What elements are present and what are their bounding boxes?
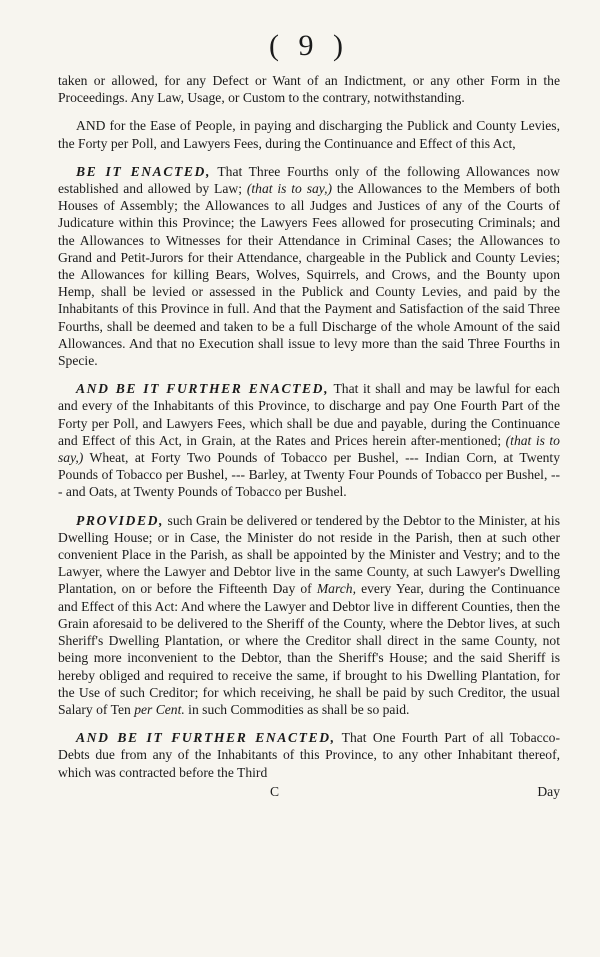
italic-run: (that is to say,) [58,432,560,466]
text-run: That Three Fourths only of the following Allowances now established and allowed by Law; [58,163,560,197]
text-run: the Allowances to the Members of both Houses of Assembly; the Allowances to all Judges and Justices of any of the Courts of Judicature within this Province; the Lawyers Fees allowed for prosecuting Criminals; and the Allowances to Witnesses for their Attendance in Criminal Cases; the Allowances to Grand and Petit-Jurors for their Attendance, chargeable in the Publick and County Levies; the Allowances for killing Bears, Wolves, Squirrels, and Crows, and the Bounty upon Hemp, shall be levied or assessed in the Publick and County Levies, and paid by the Inhabitants of this Province in full. And that the Payment and Satisfaction of the said Three Fourths, shall be deemed and taken to be a full Discharge of the whole Amount of the said Allowances. And that no Execution shall issue to levy more than the said Three Fourths in Specie. [58,181,561,369]
paragraph-2 [58,117,560,151]
enacting-clause: AND BE IT FURTHER ENACTED, [76,381,330,397]
signature-mark: C [270,783,280,799]
text-run: That it shall and may be lawful for each and every of the Inhabitants of this Province, to discharge and pay One Fourth Part of the Forty per Poll, and Lawyers Fees, which shall be due and payable, during the Continuance and Effect of this Act, in Grain, at the Rates and Prices herein after-mentioned; [58,381,560,448]
paragraph-5 [58,512,560,718]
italic-run: (that is to say,) [246,181,333,197]
text-run: every Year, during the Continuance and Effect of this Act: And where the Lawyer and Debtor live in different Counties, then the Grain aforesaid to be delivered to the Sheriff of the County, where the Debtor lives, at such Sheriff's Dwelling Plantation, or where the Creditor shall direct in the same County, not being more inconvenient to the Debtor, than the Sheriff's House; and the said Sheriff is hereby obliged and required to receive the same, if brought to his Dwelling Plantation, for the Use of such Creditor; for which receiving, he shall be paid by such Creditor, the usual Salary of Ten [58,581,560,717]
text-run: in such Commodities as shall be so paid. [184,701,410,717]
catchword: Day [537,783,560,799]
enacting-clause: AND BE IT FURTHER ENACTED, [76,730,336,746]
paragraph-4 [58,380,560,500]
paragraph-1 [58,72,560,106]
italic-run: March, [316,581,356,597]
text-run: Wheat, at Forty Two Pounds of Tobacco per Bushel, --- Indian Corn, at Twenty Pounds of Tobacco per Bushel, --- Barley, at Twenty Four Pounds of Tobacco per Bushel, --- and Oats, at Twenty Pounds of Tobacco per Bushel. [58,450,560,500]
paragraph-3 [58,163,560,369]
paragraph-6 [58,729,560,781]
body-text [58,72,560,781]
text-run: AND for the Ease of People, in paying and discharging the Publick and County Levies, the Forty per Poll, and Lawyers Fees, during the Continuance and Effect of this Act, [58,118,560,151]
page-number: ( 9 ) [269,29,349,62]
text-run: such Grain be delivered or tendered by the Debtor to the Minister, at his Dwelling House; or in Case, the Minister do not reside in the Parish, then at such other convenient Place in the Parish, as shall be appointed by the Minister and Vestry; and to the Lawyer, where the Lawyer and Debtor live in the same County, at such Lawyer's Dwelling Plantation, on or before the Fifteenth Day of [58,512,560,597]
page-footer [58,783,560,800]
proviso-clause: PROVIDED, [76,512,165,528]
text-run: taken or allowed, for any Defect or Want of an Indictment, or any other Form in the Proceedings. Any Law, Usage, or Custom to the contrary, notwithstanding. [58,73,560,106]
enacting-clause: BE IT ENACTED, [76,163,211,179]
text-run: That One Fourth Part of all Tobacco-Debts due from any of the Inhabitants of this Province, to any other Inhabitant thereof, which was contracted before the Third [58,730,560,780]
italic-run: per Cent. [134,701,185,717]
